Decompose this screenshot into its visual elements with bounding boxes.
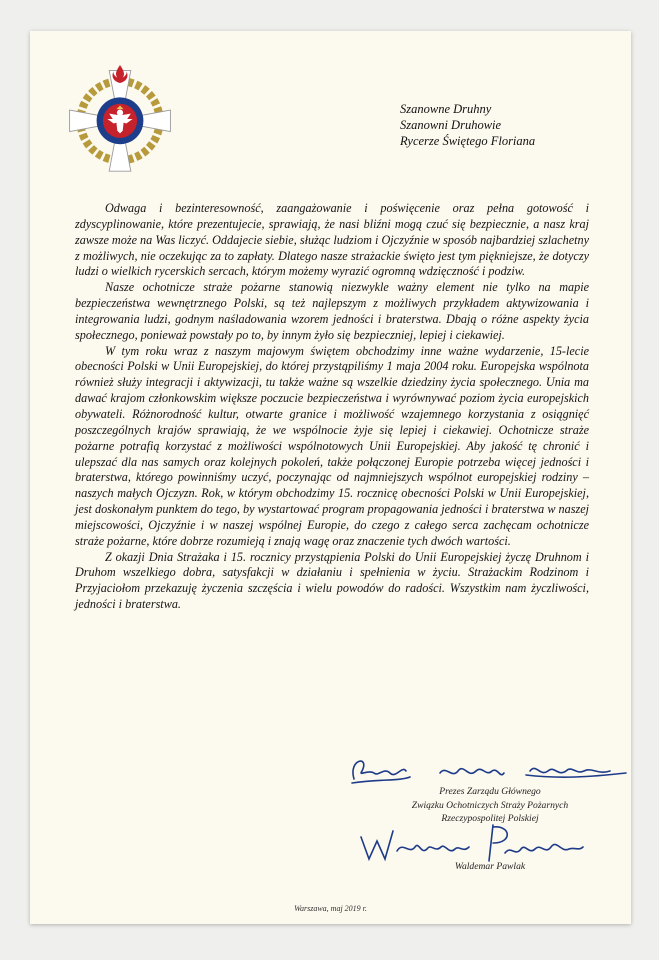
signer-title: Rzeczypospolitej Polskiej — [441, 813, 539, 824]
paragraph: Nasze ochotnicze straże pożarne stanowią niezwykle ważny element nie tylko na mapie bezpieczeństwa wewnętrznego Polski, są też najlepszym z możliwych przykładem aktywizowania i integrowania ludzi, godnym naśladowania wzorem jedności i braterstwa. Dbają o różne aspekty życia społecznego, ponieważ powstały po to, by innym żyło się bezpieczniej, lepiej i ciekawiej. — [75, 280, 589, 342]
signer-title: Związku Ochotniczych Straży Pożarnych — [411, 799, 569, 811]
salutation-line: Rycerze Świętego Floriana — [400, 134, 536, 148]
signature-block — [390, 785, 590, 826]
handwritten-greeting-icon — [340, 749, 630, 789]
salutation-line: Szanowni Druhowie — [400, 118, 502, 132]
handwritten-signature-icon — [355, 821, 585, 865]
salutation-line: Szanowne Druhny — [400, 102, 492, 116]
letter-sheet — [30, 31, 631, 924]
place-date: Warszawa, maj 2019 r. — [294, 904, 367, 913]
paragraph: Odwaga i bezinteresowność, zaangażowanie i poświęcenie oraz pełna gotowość i zdyscyplinowanie, które prezentujecie, sprawiają, że nasi bliźni mogą czuć się bezpiecznie, a nasz kraj zawsze może na Was liczyć. Oddajecie siebie, służąc ludziom i Ojczyźnie w sposób najbardziej szlachetny z możliwych, nie oczekując za to zapłaty. Dlatego nasze strażackie święto jest tym piękniejsze, że dotyczy ludzi o wielkich rycerskich sercach, którym możemy wyrazić ogromną wdzięczność i podziw. — [75, 201, 589, 279]
signer-name: Waldemar Pawlak — [454, 861, 526, 872]
salutation — [400, 101, 535, 149]
paragraph: Z okazji Dnia Strażaka i 15. rocznicy przystąpienia Polski do Unii Europejskiej życzę Druhnom i Druhom wszelkiego dobra, satysfakcji w działaniu i spełnienia w życiu. Strażackim Rodzinom i Przyjaciołom przekazuję życzenia szczęścia i wielu powodów do radości. Wszystkim nam życzliwości, jedności i braterstwa. — [75, 549, 589, 612]
signer-title: Prezes Zarządu Głównego — [439, 786, 541, 797]
letter-body — [75, 201, 589, 613]
paragraph: W tym roku wraz z naszym majowym świętem obchodzimy inne ważne wydarzenie, 15-lecie obecności Polski w Unii Europejskiej, do której przystąpiliśmy 1 maja 2004 roku. Europejska wspólnota również służy integracji i aktywizacji, tu także ważne są wszelkie dziedziny życia społecznego. Unia ma dawać krajom członkowskim większe poczucie bezpieczeństwa i wyrównywać poziom życia europejskich obywateli. Różnorodność kultur, otwarte granice i możliwość wzajemnego korzystania z osiągnięć poszczególnych krajów sprawiają, że we wspólnocie żyje się lepiej i ciekawiej. Ochotnicze straże pożarne potrafią korzystać z możliwości wspólnotowych Unii Europejskiej. Aby jakość tę chronić i ulepszać dla nas samych oraz kolejnych pokoleń, także połączonej Europie potrzeba więcej jedności i braterstwa, którego powinniśmy uczyć, poczynając od najmniejszych wspólnot europejskiej rodziny – naszych małych Ojczyzn. Rok, w którym obchodzimy 15. rocznicę obecności Polski w Unii Europejskiej, jest doskonałym punktem do tego, by wystartować program propagowania jedności i braterstwa w naszej miejscowości, Ojczyźnie i w naszej wspólnej Europie, do czego z całego serca zachęcam ochotnicze straże pożarne, które dobrze rozumieją i znają wagę oraz znaczenie tych dwóch wartości. — [75, 343, 589, 548]
firefighter-cross-emblem-icon — [66, 63, 174, 175]
